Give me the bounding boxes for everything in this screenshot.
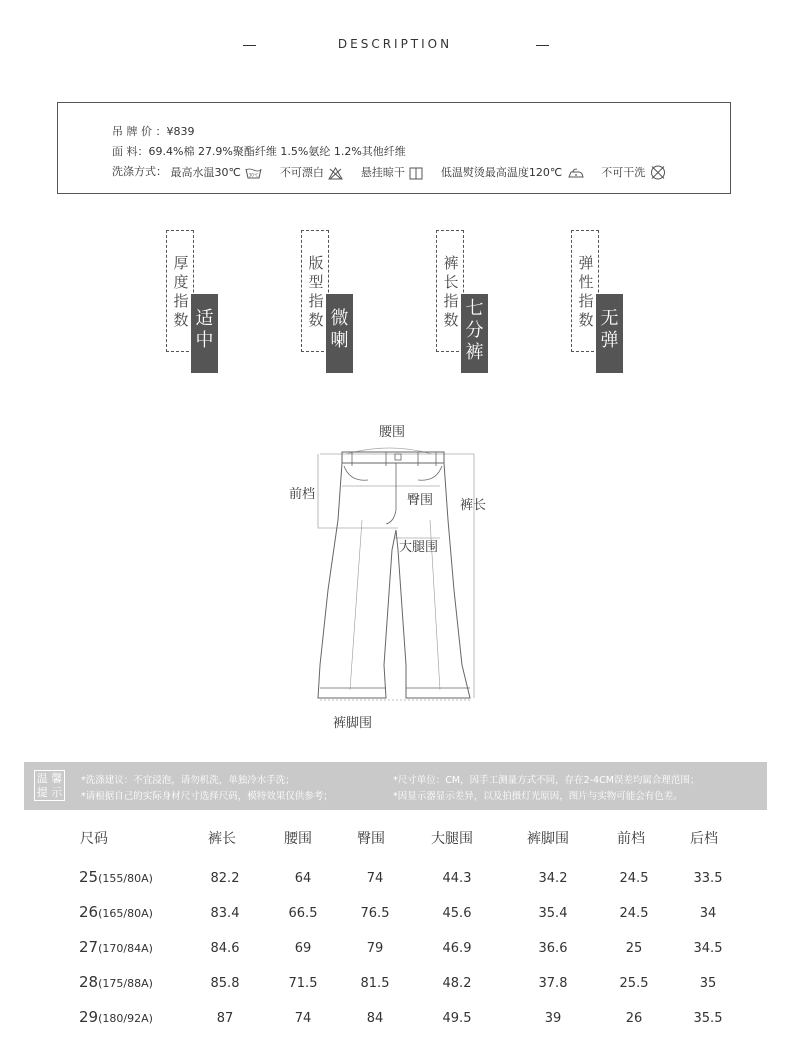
title-dash-right [536,45,549,46]
table-cell: 74 [366,871,384,886]
table-cell: 69 [294,941,312,956]
table-cell: 79 [366,941,384,956]
table-cell: 46.9 [442,941,472,956]
pants-diagram-icon [300,430,500,730]
table-cell: 82.2 [210,871,240,886]
care-item-no-bleach: 不可漂白 [280,164,344,180]
table-cell: 25.5 [619,976,649,991]
table-cell: 76.5 [360,906,390,921]
material-row [112,143,406,159]
table-row-size: 25(155/80A) [79,868,153,886]
table-cell: 34.5 [693,941,723,956]
no-dry-clean-icon [650,165,666,180]
section-title: DESCRIPTION [337,37,453,51]
table-cell: 35.5 [693,1011,723,1026]
price-row [112,123,195,139]
table-cell: 35 [699,976,717,991]
hang-dry-icon [409,167,423,180]
index-thickness [166,230,230,375]
index-label: 版型指数 [308,254,324,329]
index-length [436,230,500,375]
label-front-rise: 前档 [289,487,316,502]
tips-badge: 温 馨 提 示 [34,770,65,801]
label-hip: 臀围 [407,493,434,508]
no-bleach-icon [328,167,343,180]
table-row-size: 29(180/92A) [79,1008,153,1026]
care-item-low-iron: 低温熨烫最高温度120℃ [441,164,584,180]
care-item-no-dry-clean: 不可干洗 [601,164,666,181]
table-cell: 44.3 [442,871,472,886]
table-cell: 66.5 [288,906,318,921]
table-header: 后档 [690,831,718,847]
tip-size-choice: *请根据自己的实际身材尺寸选择尺码，模特效果仅供参考； [81,791,333,802]
table-cell: 48.2 [442,976,472,991]
table-row-size: 27(170/84A) [79,938,153,956]
index-label: 厚度指数 [173,254,189,329]
table-cell: 34 [699,906,717,921]
index-value: 无弹 [596,294,623,373]
table-header: 尺码 [80,831,108,847]
table-cell: 71.5 [288,976,318,991]
table-cell: 33.5 [693,871,723,886]
table-cell: 64 [294,871,312,886]
table-cell: 84.6 [210,941,240,956]
table-header: 腰围 [284,831,312,847]
care-row [112,163,680,180]
table-cell: 35.4 [538,906,568,921]
index-value: 七分裤 [461,294,488,373]
tip-unit: *尺寸单位：CM，因手工测量方式不同，存在2-4CM误差均属合理范围； [393,775,700,786]
index-label: 裤长指数 [443,254,459,329]
wash-tub-icon [245,167,262,179]
table-header: 臀围 [357,831,385,847]
table-cell: 25 [625,941,643,956]
table-cell: 74 [294,1011,312,1026]
index-label: 弹性指数 [578,254,594,329]
table-cell: 84 [366,1011,384,1026]
tips-band [24,762,767,810]
index-stretch [571,230,635,375]
label-length: 裤长 [460,498,487,513]
table-header: 大腿围 [431,831,473,847]
table-row-size: 26(165/80A) [79,903,153,921]
material-value: 69.4%棉 27.9%聚酯纤维 1.5%氨纶 1.2%其他纤维 [148,145,406,158]
index-value: 适中 [191,294,218,373]
table-cell: 36.6 [538,941,568,956]
table-cell: 26 [625,1011,643,1026]
table-cell: 87 [216,1011,234,1026]
table-cell: 39 [544,1011,562,1026]
price-label: 吊 牌 价 ： [112,125,167,138]
table-row-size: 28(175/88A) [79,973,153,991]
index-value: 微喇 [326,294,353,373]
product-info-box [57,102,731,194]
table-cell: 85.8 [210,976,240,991]
table-cell: 81.5 [360,976,390,991]
table-cell: 34.2 [538,871,568,886]
table-header: 裤脚围 [527,831,569,847]
iron-icon [567,167,584,179]
tip-color: *因显示器显示差异，以及拍摄灯光原因，图片与实物可能会有色差。 [393,791,683,802]
table-cell: 45.6 [442,906,472,921]
table-header: 裤长 [208,831,236,847]
material-label: 面 料： [112,145,149,158]
table-cell: 83.4 [210,906,240,921]
table-cell: 49.5 [442,1011,472,1026]
table-cell: 24.5 [619,871,649,886]
tip-wash: *洗涤建议：不宜浸泡，请勿机洗，单独冷水手洗； [81,775,295,786]
table-cell: 24.5 [619,906,649,921]
label-hem: 裤脚围 [333,716,373,731]
index-fit [301,230,365,375]
table-cell: 37.8 [538,976,568,991]
label-thigh: 大腿围 [399,540,439,555]
care-item-hang-dry: 悬挂晾干 [361,164,424,180]
care-label: 洗涤方式： [112,165,167,178]
wash-temp-text: 30℃ [249,172,259,178]
label-waist: 腰围 [379,425,406,440]
table-header: 前档 [617,831,645,847]
care-item-water-temp: 最高水温30℃ 30℃ [171,164,263,180]
price-value: ¥839 [166,125,195,138]
